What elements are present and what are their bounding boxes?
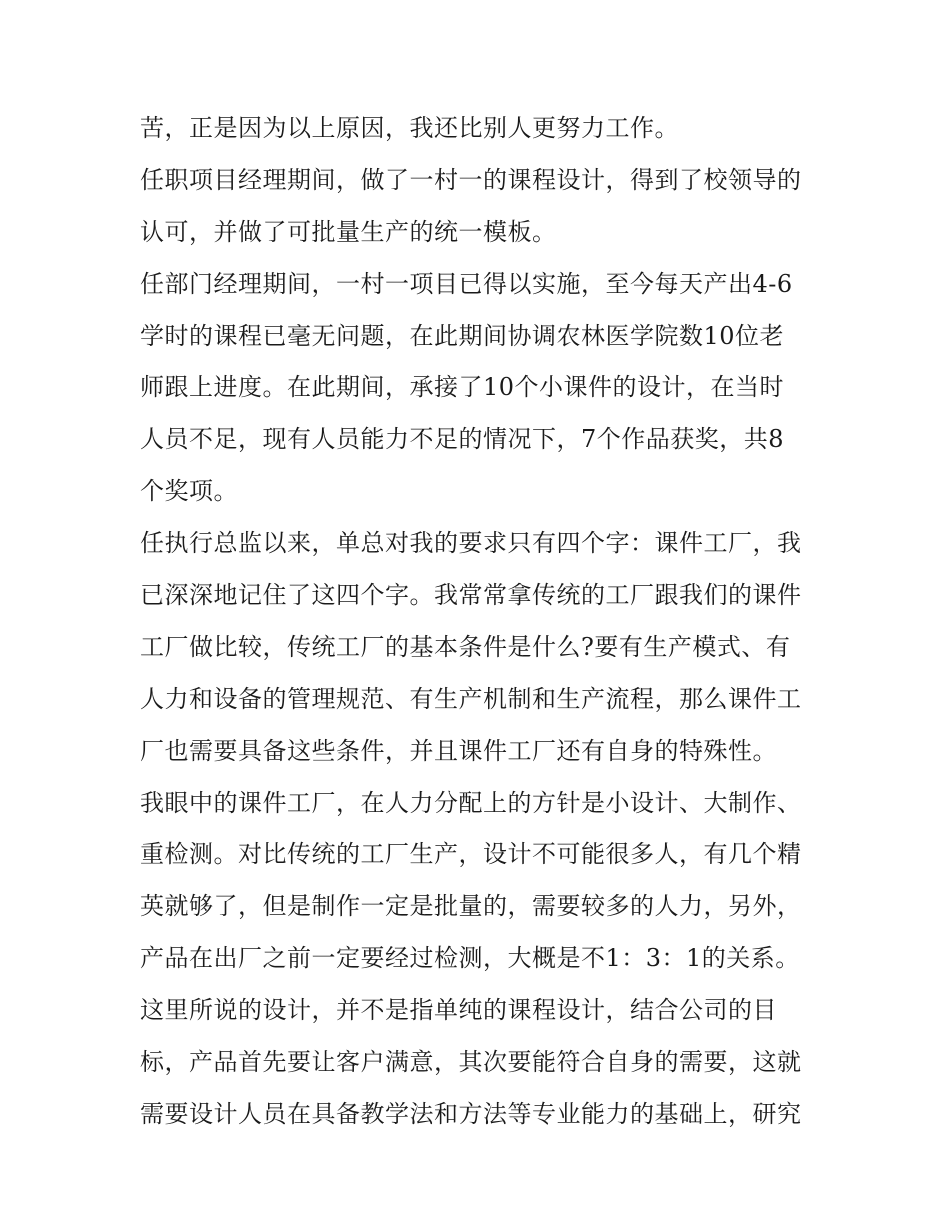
text-line: 英就够了，但是制作一定是批量的，需要较多的人力，另外， xyxy=(140,892,802,921)
text-line: 这里所说的设计，并不是指单纯的课程设计，结合公司的目 xyxy=(140,996,777,1025)
text-line: 任执行总监以来，单总对我的要求只有四个字：课件工厂，我 xyxy=(140,529,802,558)
text-line: 工厂做比较，传统工厂的基本条件是什么?要有生产模式、有 xyxy=(140,632,791,661)
text-line: 认可，并做了可批量生产的统一模板。 xyxy=(140,217,557,246)
text-line: 任部门经理期间，一村一项目已得以实施，至今每天产出4-6 xyxy=(140,269,793,298)
text-line: 人力和设备的管理规范、有生产机制和生产流程，那么课件工 xyxy=(140,684,802,713)
text-line: 个奖项。 xyxy=(140,477,238,506)
text-line: 我眼中的课件工厂，在人力分配上的方针是小设计、大制作、 xyxy=(140,788,802,817)
text-line: 产品在出厂之前一定要经过检测，大概是不1：3：1的关系。 xyxy=(140,944,800,973)
text-line: 需要设计人员在具备教学法和方法等专业能力的基础上，研究 xyxy=(140,1099,802,1128)
body-text xyxy=(140,108,830,1146)
text-line: 厂也需要具备这些条件，并且课件工厂还有自身的特殊性。 xyxy=(140,736,777,765)
text-line: 人员不足，现有人员能力不足的情况下，7个作品获奖，共8 xyxy=(140,425,785,454)
text-line: 师跟上进度。在此期间，承接了10个小课件的设计，在当时 xyxy=(140,373,785,402)
text-line: 任职项目经理期间，做了一村一的课程设计，得到了校领导的 xyxy=(140,165,802,194)
text-line: 标，产品首先要让客户满意，其次要能符合自身的需要，这就 xyxy=(140,1048,802,1077)
text-line: 重检测。对比传统的工厂生产，设计不可能很多人，有几个精 xyxy=(140,840,802,869)
text-line: 已深深地记住了这四个字。我常常拿传统的工厂跟我们的课件 xyxy=(140,581,802,610)
text-line: 学时的课程已毫无问题，在此期间协调农林医学院数10位老 xyxy=(140,321,785,350)
text-line: 苦，正是因为以上原因，我还比别人更努力工作。 xyxy=(140,114,679,142)
